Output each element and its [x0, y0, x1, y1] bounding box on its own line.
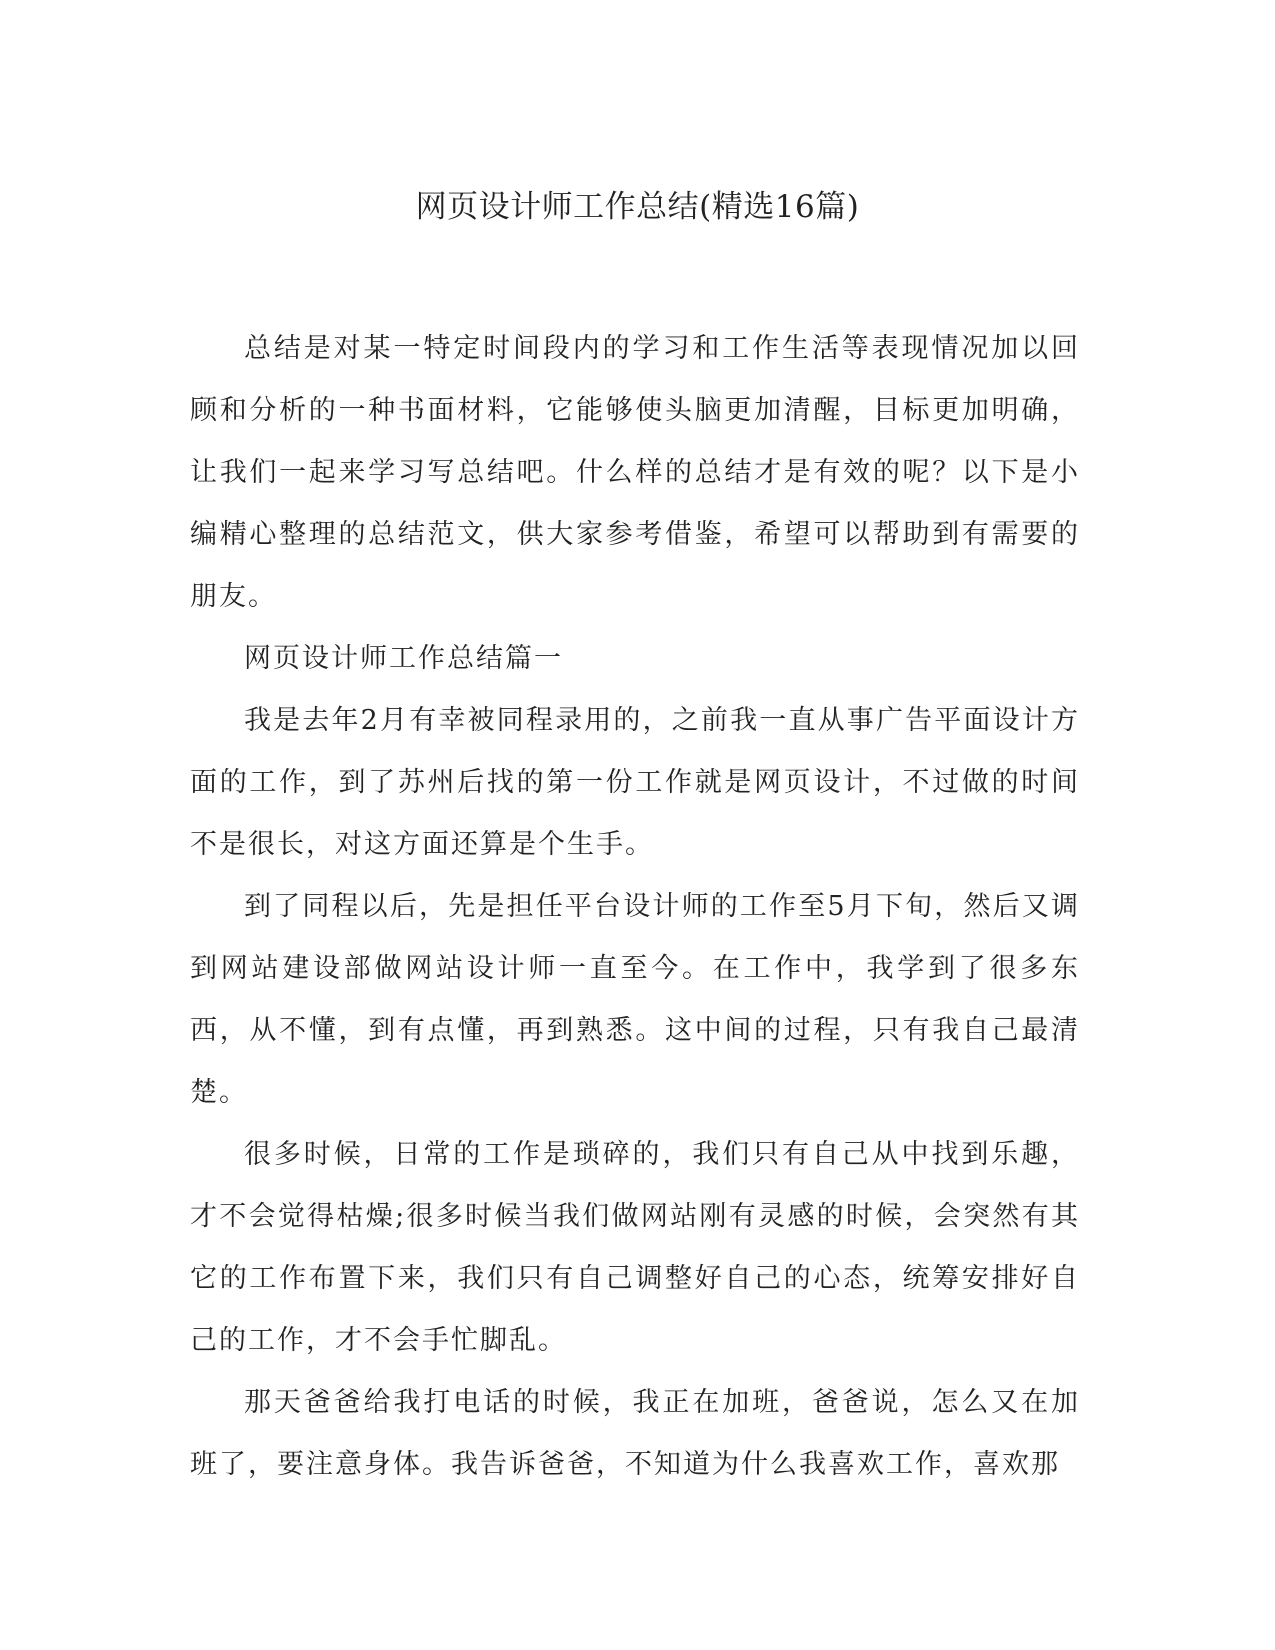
paragraph-intro: 总结是对某一特定时间段内的学习和工作生活等表现情况加以回顾和分析的一种书面材料，它能够使头脑更加清醒，目标更加明确，让我们一起来学习写总结吧。什么样的总结才是有效的呢？以下是小编精心整理的总结范文，供大家参考借鉴，希望可以帮助到有需要的朋友。	[190, 333, 1080, 612]
paragraph: 那天爸爸给我打电话的时候，我正在加班，爸爸说，怎么又在加班了，要注意身体。我告诉爸爸，不知道为什么我喜欢工作，喜欢那	[190, 1387, 1080, 1480]
paragraph: 到了同程以后，先是担任平台设计师的工作至5月下旬，然后又调到网站建设部做网站设计师一直至今。在工作中，我学到了很多东西，从不懂，到有点懂，再到熟悉。这中间的过程，只有我自己最清楚。	[190, 891, 1080, 1108]
document-body	[190, 318, 1080, 1496]
document-title: 网页设计师工作总结(精选16篇)	[415, 189, 860, 225]
paragraph: 我是去年2月有幸被同程录用的，之前我一直从事广告平面设计方面的工作，到了苏州后找的第一份工作就是网页设计，不过做的时间不是很长，对这方面还算是个生手。	[190, 705, 1080, 860]
section-heading: 网页设计师工作总结篇一	[244, 643, 563, 674]
paragraph: 很多时候，日常的工作是琐碎的，我们只有自己从中找到乐趣，才不会觉得枯燥;很多时候当我们做网站刚有灵感的时候，会突然有其它的工作布置下来，我们只有自己调整好自己的心态，统筹安排好自己的工作，才不会手忙脚乱。	[190, 1139, 1080, 1356]
